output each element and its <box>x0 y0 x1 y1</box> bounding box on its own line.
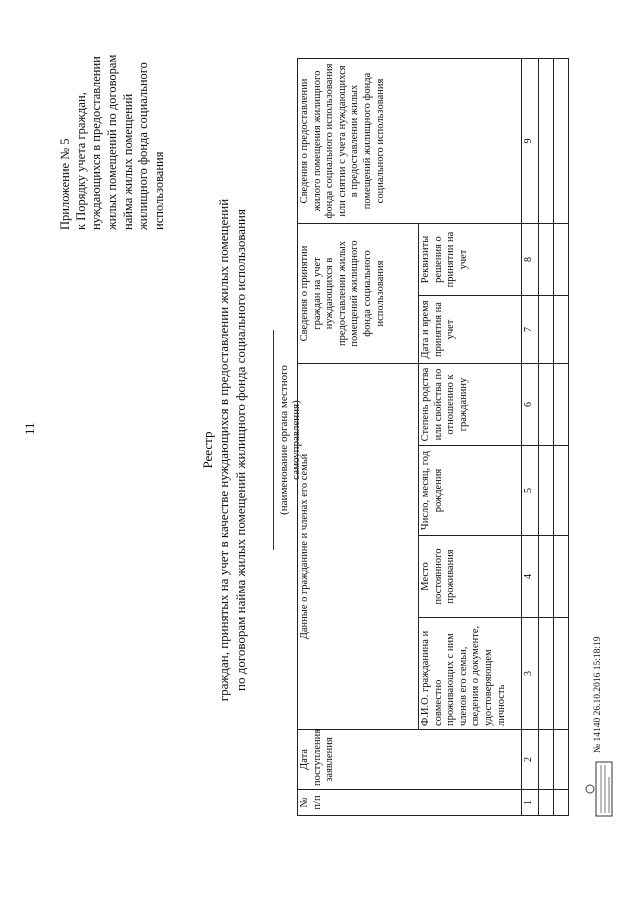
subheader-relation: Степень родства или свойства по отношению к гражданину <box>419 364 522 446</box>
appendix-line: использования <box>151 151 166 230</box>
appendix-note <box>58 50 167 230</box>
column-number: 2 <box>522 730 539 790</box>
column-number: 4 <box>522 536 539 618</box>
header-family-data: Данные о гражданине и членах его семьи <box>298 364 419 730</box>
document-registration-info: № 14140 26.10.2016 15:18:19 <box>593 636 603 753</box>
title-line: Реестр <box>200 431 215 469</box>
table-cell <box>554 364 569 446</box>
document-title <box>200 190 249 710</box>
table-cell <box>554 296 569 364</box>
table-cell <box>539 730 554 790</box>
header-provision: Сведения о предоставлении жилого помещения жилищного фонда социального использования или снятии с учета нуждающихся в предоставлении жилых помещений жилищного фонда социального использования <box>298 59 522 224</box>
column-number: 9 <box>522 59 539 224</box>
table-cell <box>539 364 554 446</box>
subheader-birth-date: Число, месяц, год рождения <box>419 446 522 536</box>
table-column-numbers-row <box>522 59 539 816</box>
table-cell <box>539 536 554 618</box>
org-name-underline <box>273 330 274 550</box>
appendix-line: Приложение № 5 <box>58 138 72 230</box>
table-cell <box>554 618 569 730</box>
table-cell <box>554 224 569 296</box>
column-number: 1 <box>522 790 539 816</box>
appendix-line: к Порядку учета граждан, <box>73 92 88 230</box>
org-name-caption: (наименование органа местного самоуправления) <box>278 365 302 515</box>
table-cell <box>554 59 569 224</box>
table-header-row <box>298 59 419 816</box>
table-cell <box>554 730 569 790</box>
column-number: 6 <box>522 364 539 446</box>
title-line: граждан, принятых на учет в качестве нуждающихся в предоставлении жилых помещений <box>216 198 232 702</box>
appendix-line: нуждающихся в предоставлении <box>89 56 104 230</box>
page-number: 11 <box>22 422 37 435</box>
table-cell <box>554 536 569 618</box>
header-number: № п/п <box>298 790 522 816</box>
table-cell <box>539 296 554 364</box>
appendix-line: жилищного фонда социального <box>136 62 151 230</box>
table-row <box>539 59 554 816</box>
appendix-line: жилых помещений по договорам <box>104 54 119 230</box>
table-cell <box>539 446 554 536</box>
column-number: 8 <box>522 224 539 296</box>
appendix-line: найма жилых помещений <box>120 93 135 230</box>
column-number: 3 <box>522 618 539 730</box>
subheader-residence: Место постоянного проживания <box>419 536 522 618</box>
table-cell <box>539 59 554 224</box>
table-cell <box>554 790 569 816</box>
table-cell <box>539 618 554 730</box>
table-cell <box>539 224 554 296</box>
header-acceptance: Сведения о принятии граждан на учет нуждающихся в предоставлении жилых помещений жилищного фонда социального использования <box>298 224 419 364</box>
subheader-fio: Ф.И.О. гражданина и совместно проживающих с ним членов его семьи, сведения о документе, удостоверяющем личность <box>419 618 522 730</box>
subheader-decision: Реквизиты решения о принятии на учет <box>419 224 522 296</box>
registry-table <box>297 58 569 816</box>
column-number: 5 <box>522 446 539 536</box>
registry-stamp-icon <box>584 761 614 817</box>
table-row <box>554 59 569 816</box>
title-line: по договорам найма жилых помещений жилищного фонда социального использования <box>232 209 248 691</box>
subheader-accept-date: Дата и время принятия на учет <box>419 296 522 364</box>
header-date: Дата поступления заявления <box>298 730 522 790</box>
table-cell <box>554 446 569 536</box>
column-number: 7 <box>522 296 539 364</box>
table-cell <box>539 790 554 816</box>
